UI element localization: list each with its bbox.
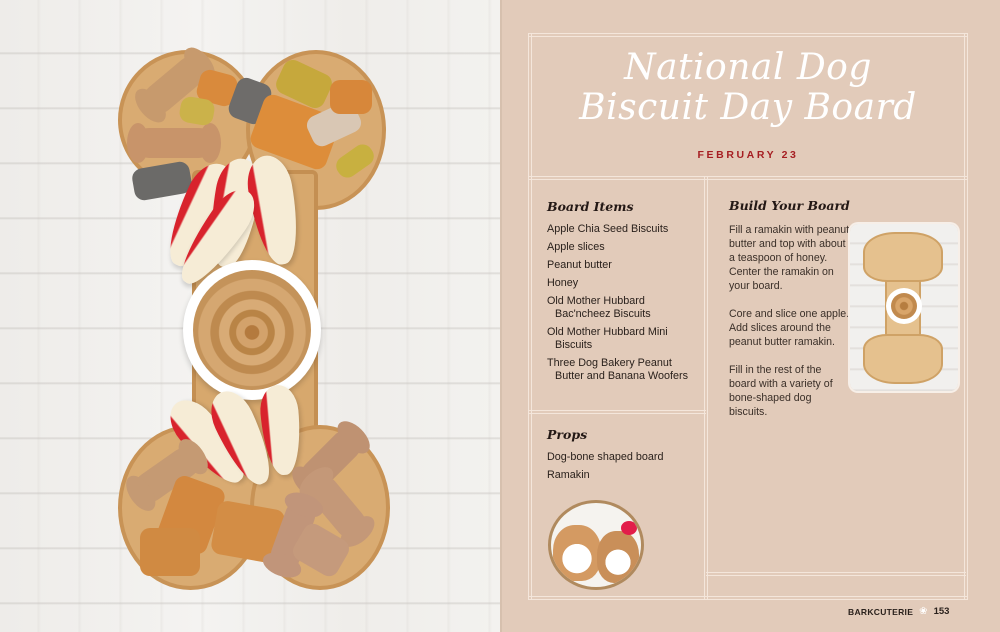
- book-title: BARKCUTERIE: [848, 606, 914, 617]
- build-steps: [729, 223, 851, 433]
- list-item: Old Mother Hubbard Bac'ncheez Biscuits: [547, 295, 651, 320]
- paw-icon: ❀: [919, 606, 928, 617]
- title-line-2: Biscuit Day Board: [579, 87, 917, 128]
- props-heading: Props: [547, 427, 588, 442]
- props-divider: [528, 410, 706, 414]
- corgi-photo: [548, 500, 644, 590]
- header-divider: [528, 176, 968, 180]
- recipe-page: [500, 0, 1000, 632]
- list-item: Dog-bone shaped board: [547, 451, 664, 463]
- biscuit: [330, 80, 372, 114]
- frame-top: [528, 33, 968, 37]
- column-divider: [704, 176, 708, 599]
- event-date: FEBRUARY 23: [697, 149, 799, 161]
- build-step: Fill a ramakin with peanut butter and top with about a teaspoon of honey. Center the ramakin on your board.: [729, 224, 850, 292]
- build-step: Core and slice one apple. Add slices around the peanut butter ramakin.: [729, 308, 850, 348]
- list-item: Honey: [547, 277, 579, 289]
- list-item: Old Mother Hubbard Mini Biscuits: [547, 326, 668, 351]
- corgi: [553, 525, 601, 581]
- footer-divider: [706, 572, 966, 576]
- page-number: 153: [933, 606, 950, 617]
- peanut-butter: [891, 293, 917, 319]
- list-item: Peanut butter: [547, 259, 612, 271]
- biscuit: [135, 128, 213, 158]
- board-items-list: [547, 223, 697, 388]
- ramekin: [886, 288, 922, 324]
- pink-bow: [621, 521, 637, 535]
- peanut-butter-ramekin: [183, 260, 321, 400]
- build-heading: Build Your Board: [729, 198, 850, 213]
- board-top: [863, 232, 943, 282]
- page-title: [529, 48, 967, 128]
- board-items-heading: Board Items: [547, 199, 634, 214]
- build-step: Fill in the rest of the board with a variety of bone-shaped dog biscuits.: [729, 364, 833, 418]
- list-item: Apple slices: [547, 241, 605, 253]
- title-line-1: National Dog: [624, 47, 872, 88]
- board-bottom: [863, 334, 943, 384]
- frame-bottom: [528, 596, 968, 600]
- list-item: Three Dog Bakery Peanut Butter and Banana Woofers: [547, 357, 689, 382]
- empty-board-photo: [850, 224, 958, 391]
- page-footer: [848, 606, 949, 617]
- biscuit: [140, 528, 200, 576]
- list-item: Ramakin: [547, 469, 590, 481]
- list-item: Apple Chia Seed Biscuits: [547, 223, 669, 235]
- corgi: [597, 531, 639, 583]
- props-list: [547, 451, 697, 487]
- peanut-butter: [193, 270, 311, 390]
